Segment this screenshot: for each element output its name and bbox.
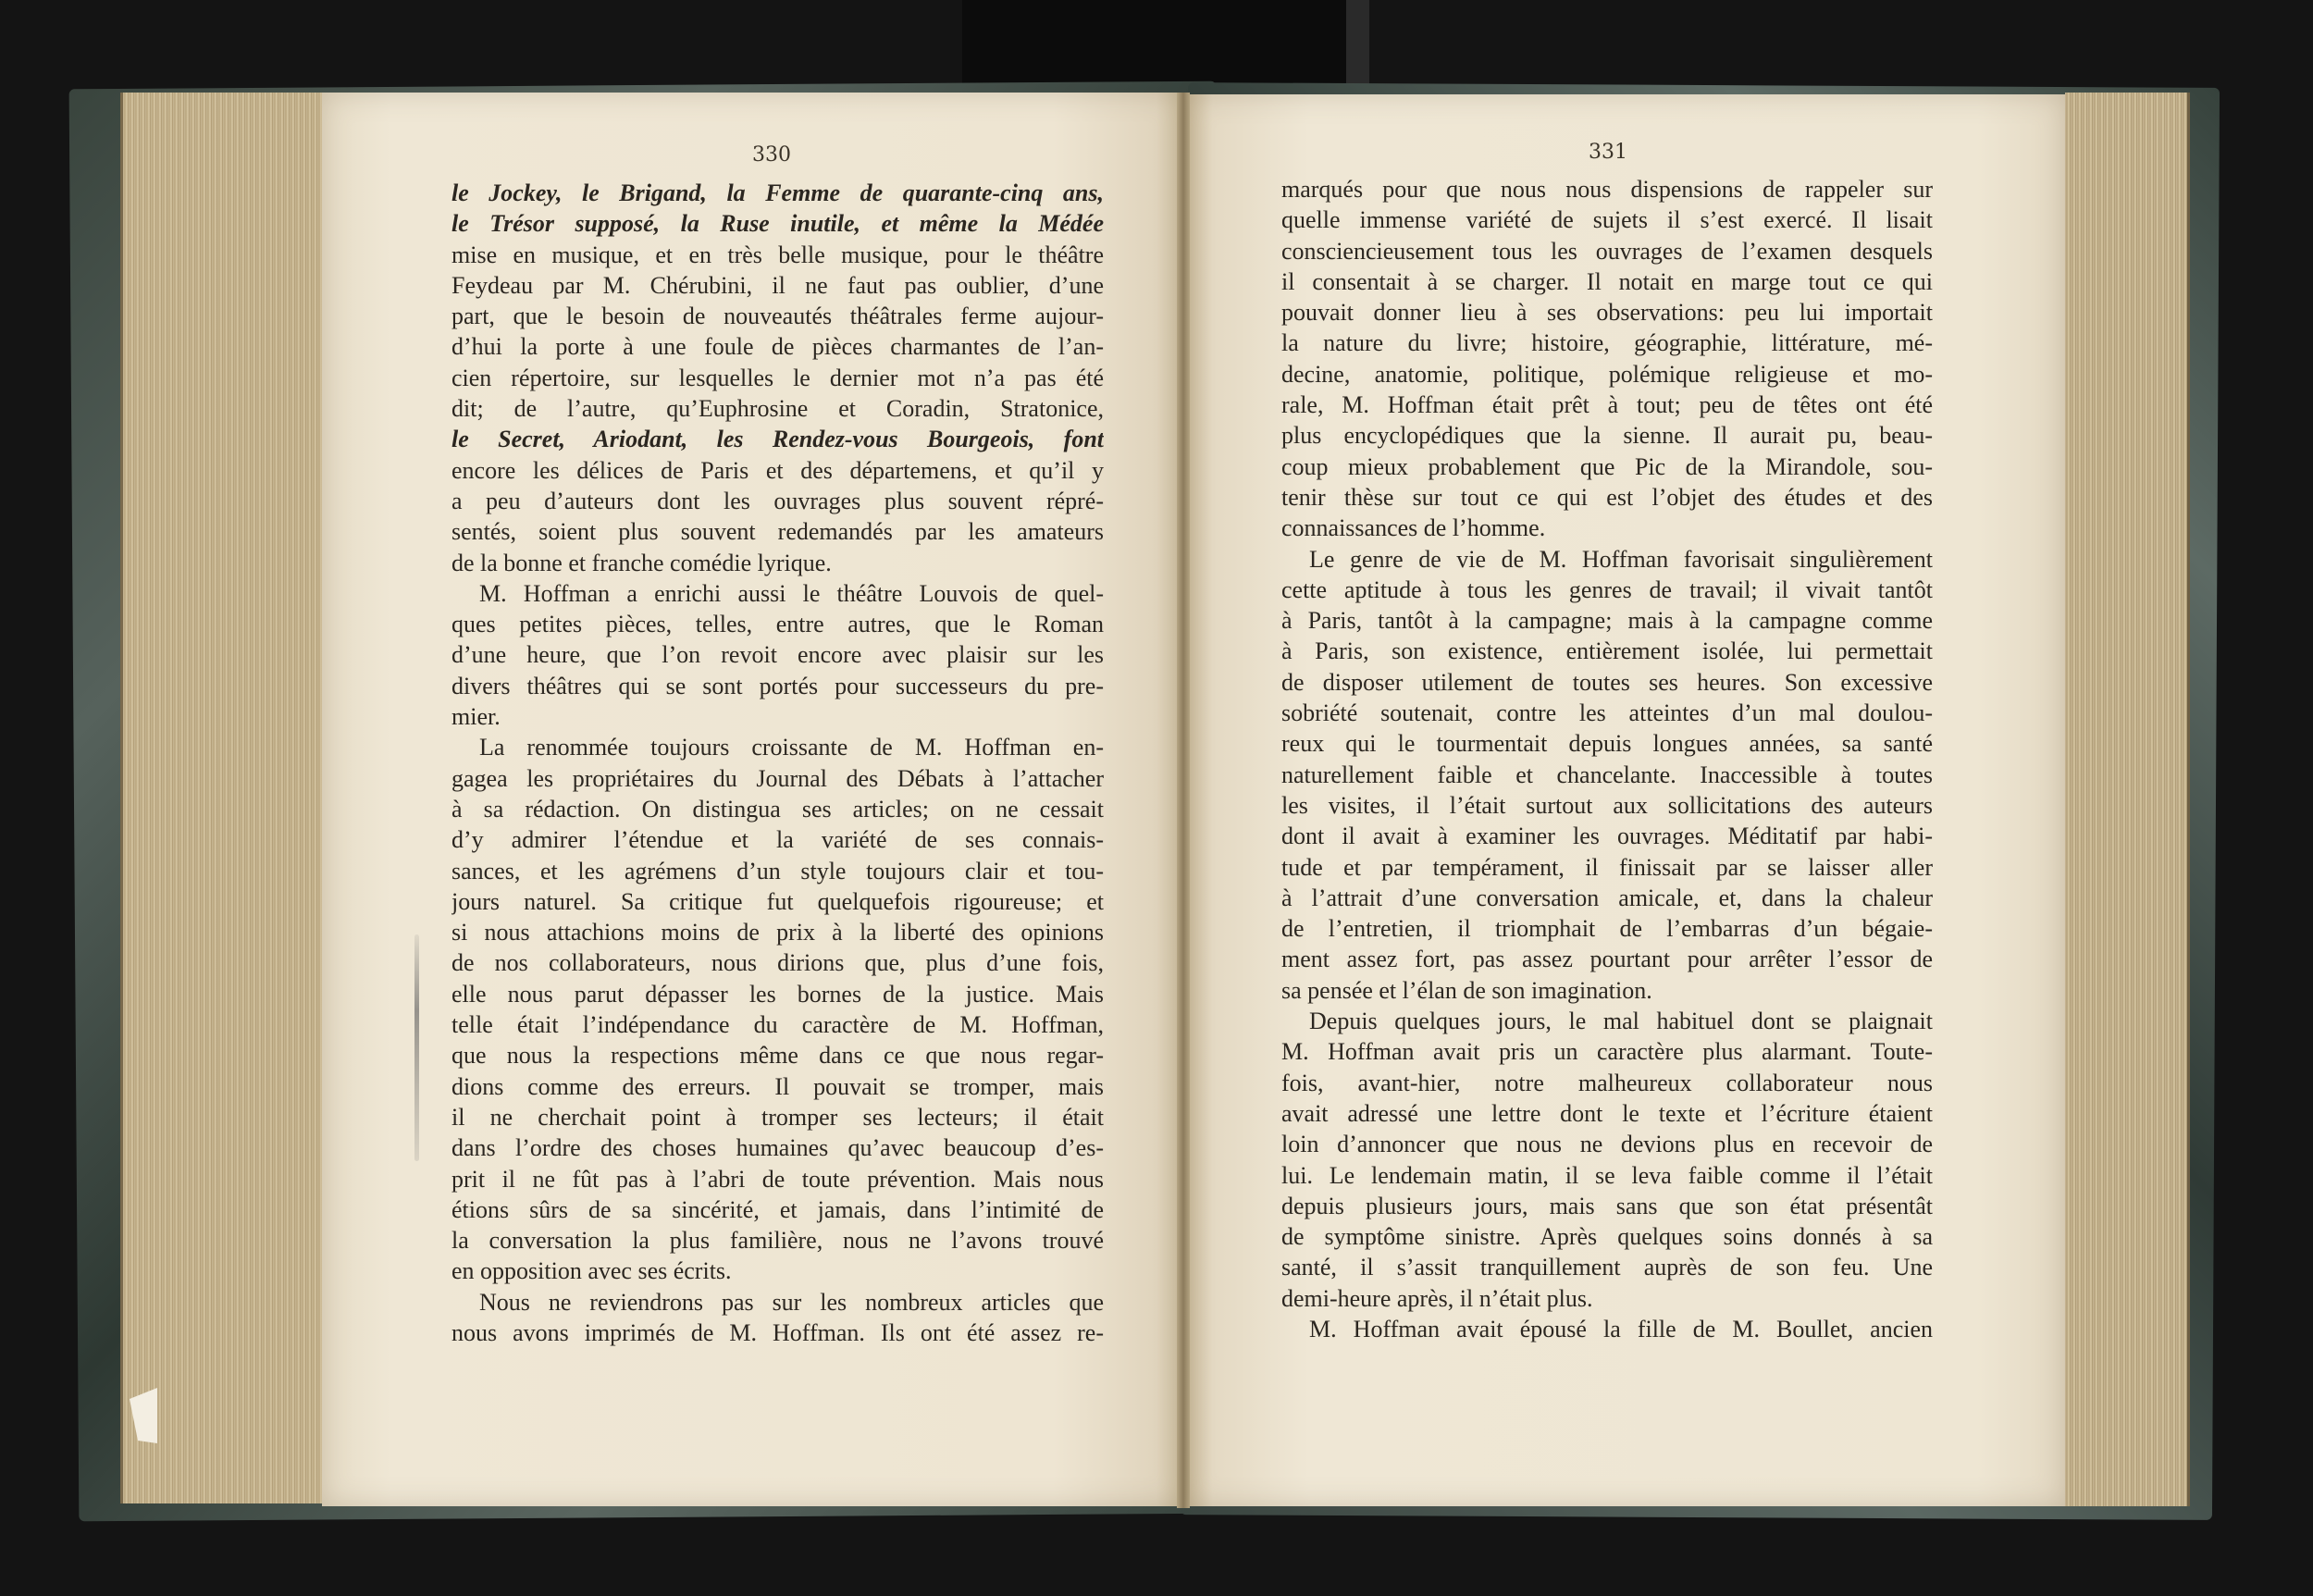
text-line: M. Hoffman a enrichi aussi le théâtre Louvois de quel-	[479, 579, 1104, 607]
text-line: il consentait à se charger. Il notait en marge tout ce qui	[1281, 267, 1933, 295]
text-line: le Secret, Ariodant, les Rendez-vous Bourgeois, font	[451, 426, 1104, 453]
text-line: dans l’ordre des choses humaines qu’avec beaucoup d’es-	[451, 1134, 1104, 1162]
text-line: La renommée toujours croissante de M. Hoffman en-	[479, 734, 1104, 761]
text-line: marqués pour que nous nous dispensions de rappeler sur	[1281, 176, 1933, 203]
text-line: jours naturel. Sa critique fut quelquefois rigoureuse; et	[451, 887, 1104, 915]
text-line: consciencieusement tous les ouvrages de l’examen desquels	[1281, 237, 1933, 265]
text-line: decine, anatomie, politique, polémique religieuse et mo-	[1281, 360, 1933, 388]
right-page-text	[1281, 174, 1933, 1344]
text-line: loin d’annoncer que nous ne devions plus en recevoir de	[1281, 1131, 1933, 1158]
text-line: a peu d’auteurs dont les ouvrages plus souvent répré-	[451, 487, 1104, 514]
text-line: d’une heure, que l’on revoit encore avec plaisir sur les	[451, 641, 1104, 669]
text-line: le Trésor supposé, la Ruse inutile, et même la Médée	[451, 210, 1104, 238]
text-line: à l’attrait d’une conversation amicale, et, dans la chaleur	[1281, 884, 1933, 911]
text-line: fois, avant-hier, notre malheureux collaborateur nous	[1281, 1069, 1933, 1096]
text-line: Feydeau par M. Chérubini, il ne faut pas oublier, d’une	[451, 271, 1104, 299]
text-line: cien répertoire, sur lesquelles le dernier mot n’a pas été	[451, 364, 1104, 391]
text-line: de nos collaborateurs, nous dirions que, plus d’une fois,	[451, 949, 1104, 977]
pencil-margin-mark	[414, 934, 419, 1161]
text-line: santé, il s’assit tranquillement auprès de son feu. Une	[1281, 1254, 1933, 1281]
text-line: la conversation la plus familière, nous ne l’avons trouvé	[451, 1227, 1104, 1255]
text-line: pouvait donner lieu à ses observations: peu lui importait	[1281, 299, 1933, 327]
text-line: part, que le besoin de nouveautés théâtrales ferme aujour-	[451, 303, 1104, 330]
text-line: nous avons imprimés de M. Hoffman. Ils ont été assez re-	[451, 1318, 1104, 1346]
text-line: Nous ne reviendrons pas sur les nombreux articles que	[479, 1288, 1104, 1316]
text-line: d’y admirer l’étendue et la variété de ses connais-	[451, 826, 1104, 854]
text-line: dit; de l’autre, qu’Euphrosine et Coradin, Stratonice,	[451, 395, 1104, 423]
text-line: tenir thèse sur tout ce qui est l’objet des études et des	[1281, 483, 1933, 511]
text-line: dions comme des erreurs. Il pouvait se tromper, mais	[451, 1072, 1104, 1100]
text-line: la nature du livre; histoire, géographie, littérature, mé-	[1281, 329, 1933, 357]
text-line: à Paris, son existence, entièrement isolée, lui permettait	[1281, 637, 1933, 665]
text-line: que nous la respections même dans ce que nous regar-	[451, 1042, 1104, 1070]
text-line: ment assez fort, pas assez pourtant pour arrêter l’essor de	[1281, 946, 1933, 973]
text-line: demi-heure après, il n’était plus.	[1281, 1284, 1593, 1312]
text-line: sances, et les agrémens d’un style toujours clair et tou-	[451, 857, 1104, 885]
left-page-edges	[120, 93, 331, 1503]
text-line: divers théâtres qui se sont portés pour successeurs du pre-	[451, 672, 1104, 699]
text-line: sentés, soient plus souvent redemandés par les amateurs	[451, 518, 1104, 546]
text-line: sobriété soutenait, contre les atteintes d’un mal doulou-	[1281, 699, 1933, 727]
text-line: le Jockey, le Brigand, la Femme de quarante-cinq ans,	[451, 179, 1104, 206]
text-line: reux qui le tourmentait depuis longues années, sa santé	[1281, 730, 1933, 758]
text-line: sa pensée et l’élan de son imagination.	[1281, 976, 1652, 1004]
text-line: tude et par tempérament, il finissait par se laisser aller	[1281, 853, 1933, 881]
text-line: M. Hoffman avait pris un caractère plus alarmant. Toute-	[1281, 1038, 1933, 1066]
page-number-right: 331	[1589, 141, 1627, 164]
text-line: naturellement faible et chancelante. Inaccessible à toutes	[1281, 761, 1933, 788]
text-line: mise en musique, et en très belle musique, pour le théâtre	[451, 241, 1104, 268]
text-line: encore les délices de Paris et des départemens, et qu’il y	[451, 456, 1104, 484]
text-line: à sa rédaction. On distingua ses articles; on ne cessait	[451, 795, 1104, 823]
text-line: mier.	[451, 703, 501, 731]
text-line: depuis plusieurs jours, mais sans que son état présentât	[1281, 1192, 1933, 1219]
text-line: coup mieux probablement que Pic de la Mirandole, sou-	[1281, 452, 1933, 480]
text-line: plus encyclopédiques que la sienne. Il aurait pu, beau-	[1281, 422, 1933, 450]
text-line: gagea les propriétaires du Journal des Débats à l’attacher	[451, 764, 1104, 792]
text-line: quelle immense variété de sujets il s’est exercé. Il lisait	[1281, 206, 1933, 234]
text-line: avait adressé une lettre dont le texte et l’écriture étaient	[1281, 1099, 1933, 1127]
text-line: prit il ne fût pas à l’abri de toute prévention. Mais nous	[451, 1165, 1104, 1193]
text-line: lui. Le lendemain matin, il se leva faible comme il l’était	[1281, 1161, 1933, 1189]
text-line: d’hui la porte à une foule de pièces charmantes de l’an-	[451, 333, 1104, 361]
text-line: de symptôme sinistre. Après quelques soins donnés à sa	[1281, 1223, 1933, 1251]
text-line: les visites, il l’était surtout aux sollicitations des auteurs	[1281, 791, 1933, 819]
text-line: de disposer utilement de toutes ses heures. Son excessive	[1281, 668, 1933, 696]
left-page-text	[451, 178, 1104, 1348]
text-line: dont il avait à examiner les ouvrages. Méditatif par habi-	[1281, 823, 1933, 850]
text-line: M. Hoffman avait épousé la fille de M. Boullet, ancien	[1309, 1315, 1933, 1342]
text-line: rale, M. Hoffman était prêt à tout; peu de têtes ont été	[1281, 391, 1933, 419]
text-line: ques petites pièces, telles, entre autres, que le Roman	[451, 611, 1104, 638]
text-line: en opposition avec ses écrits.	[451, 1257, 732, 1285]
text-line: telle était l’indépendance du caractère de M. Hoffman,	[451, 1011, 1104, 1039]
text-line: il ne cherchait point à tromper ses lecteurs; il était	[451, 1103, 1104, 1131]
text-line: de l’entretien, il triomphait de l’embarras d’un bégaie-	[1281, 915, 1933, 943]
right-page-edges	[2065, 93, 2190, 1506]
text-line: étions sûrs de sa sincérité, et jamais, dans l’intimité de	[451, 1195, 1104, 1223]
text-line: Le genre de vie de M. Hoffman favorisait singulièrement	[1309, 545, 1933, 573]
text-line: à Paris, tantôt à la campagne; mais à la campagne comme	[1281, 607, 1933, 635]
text-line: Depuis quelques jours, le mal habituel dont se plaignait	[1309, 1008, 1933, 1035]
page-number-left: 330	[752, 143, 791, 167]
text-line: elle nous parut dépasser les bornes de la justice. Mais	[451, 980, 1104, 1008]
text-line: de la bonne et franche comédie lyrique.	[451, 549, 832, 576]
text-line: cette aptitude à tous les genres de travail; il vivait tantôt	[1281, 575, 1933, 603]
text-line: connaissances de l’homme.	[1281, 514, 1546, 542]
book-gutter	[1177, 93, 1190, 1508]
text-line: si nous attachions moins de prix à la liberté des opinions	[451, 919, 1104, 946]
